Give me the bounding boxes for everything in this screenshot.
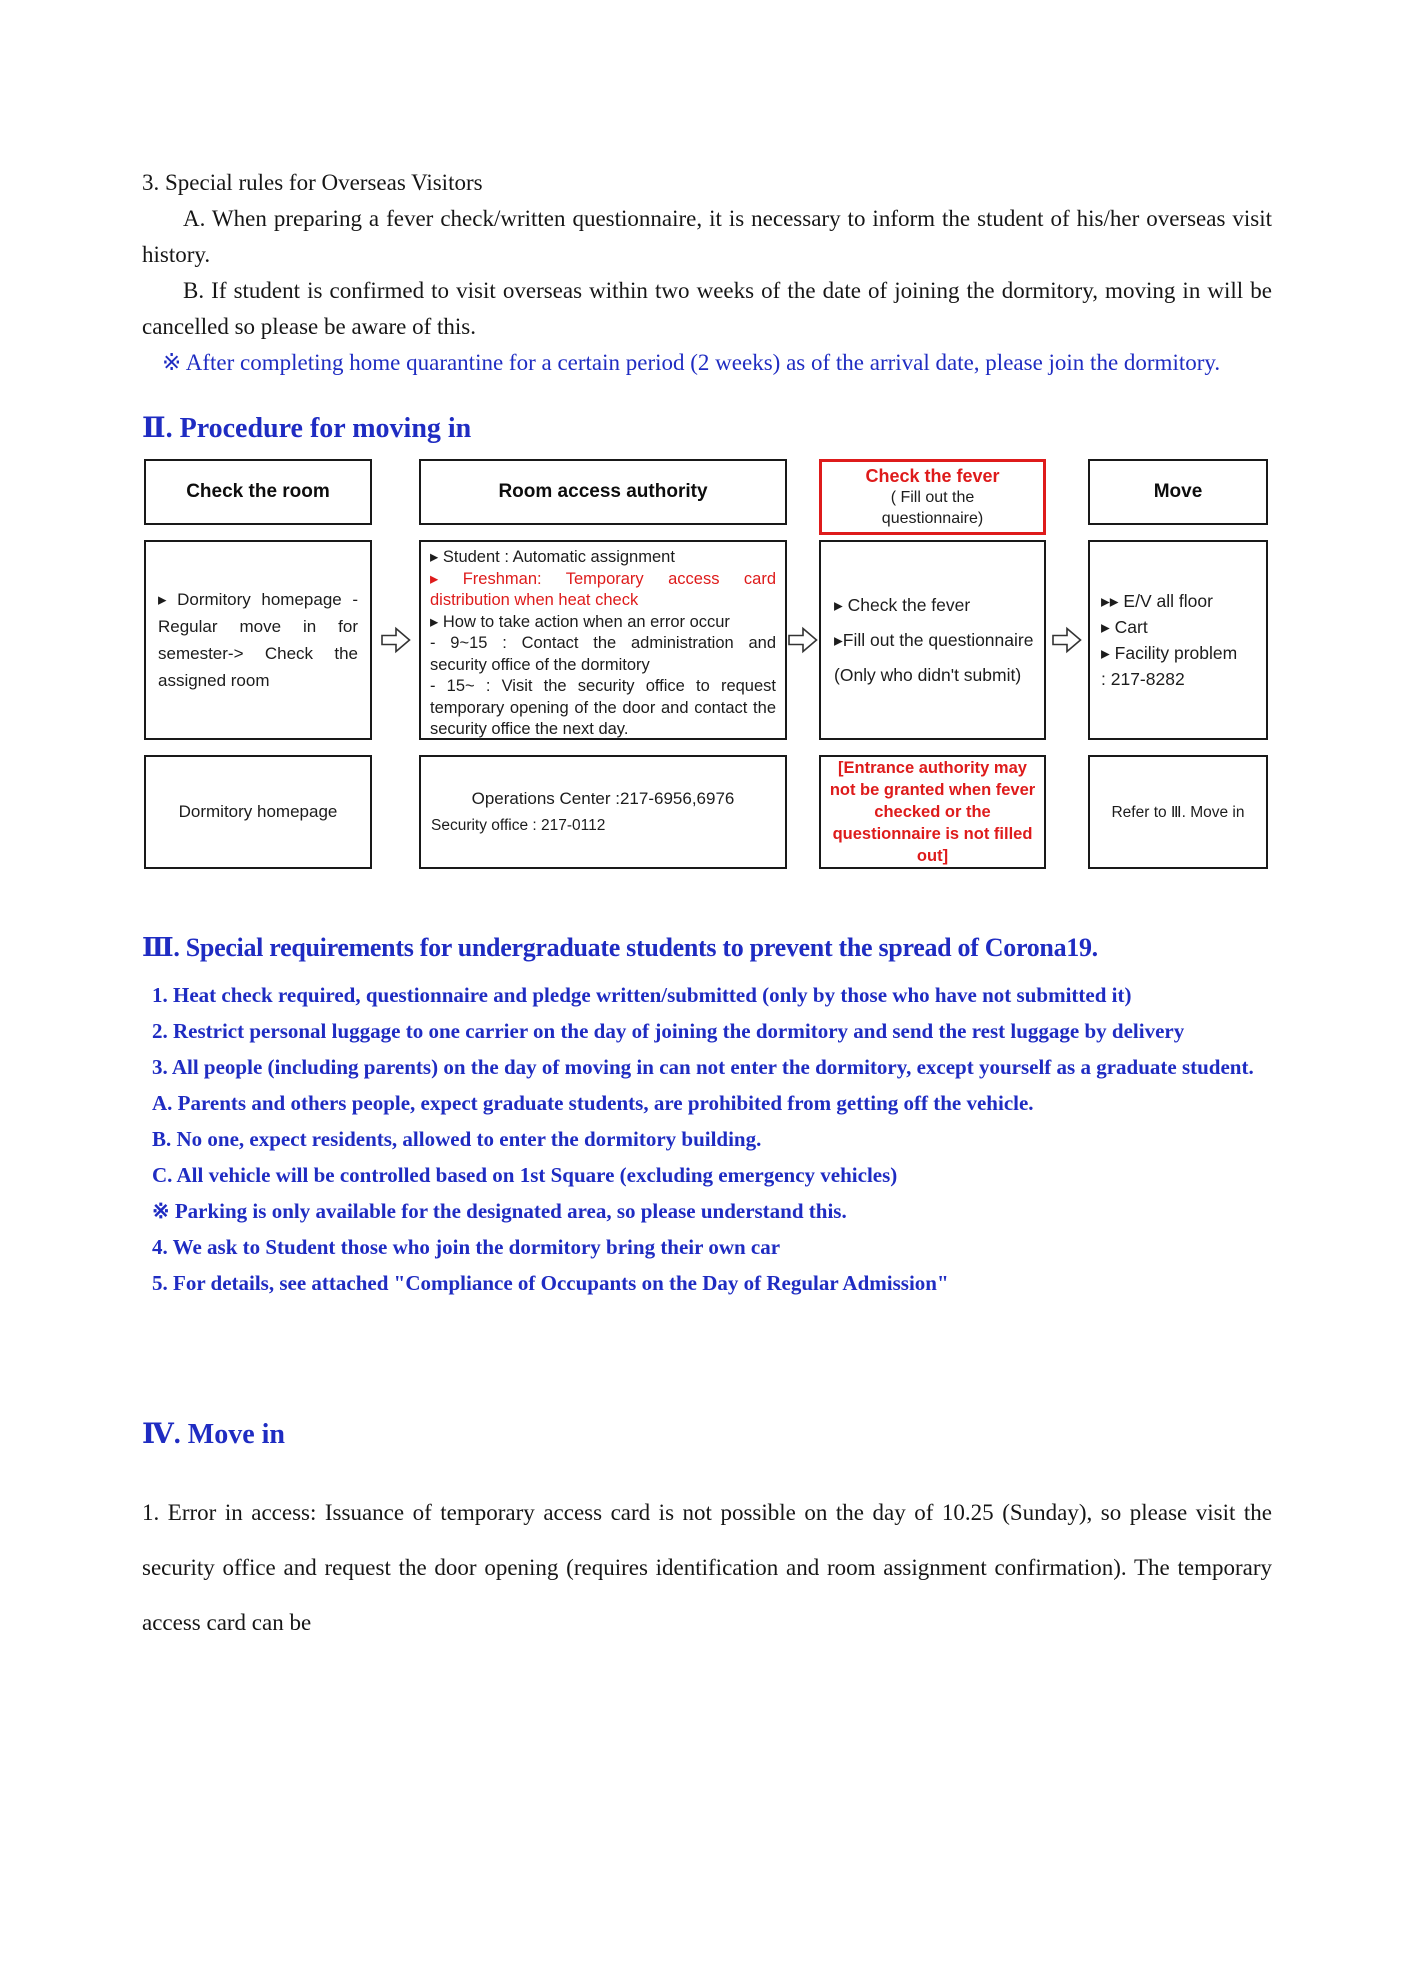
flow-header-room-access: Room access authority [419, 459, 787, 525]
flow-main-move [1088, 540, 1268, 740]
sec3-item-b: B. No one, expect residents, allowed to enter the dormitory building. [152, 1127, 762, 1151]
sec3-item-c: C. All vehicle will be controlled based on 1st Square (excluding emergency vehicles) [152, 1163, 898, 1187]
move-line-1: ▸▸ E/V all floor [1101, 591, 1213, 611]
flow-header-check-room: Check the room [144, 459, 372, 525]
section3-items [142, 977, 1272, 1301]
move-line-4: : 217-8282 [1101, 669, 1185, 689]
moving-in-flowchart [144, 459, 1272, 869]
room-access-line-5: - 15~ : Visit the security office to request temporary opening of the door and contact the security office the next day. [430, 677, 776, 738]
right-arrow-icon [381, 626, 411, 654]
security-office-phone: Security office : 217-0112 [431, 817, 606, 834]
sec3-item-4: 4. We ask to Student those who join the dormitory bring their own car [152, 1235, 781, 1259]
room-access-line-2: ▸ Freshman: Temporary access card distribution when heat check [430, 569, 776, 609]
check-fever-line-2: ▸Fill out the questionnaire [834, 629, 1034, 650]
room-access-line-1: ▸ Student : Automatic assignment [430, 548, 675, 566]
section-overseas [142, 165, 1272, 381]
section4-paragraph: 1. Error in access: Issuance of temporary access card is not possible on the day of 10.25 (Sunday), so please visit the security office and request the door opening (requires identification and room assignment confirmation). The temporary access card can be [142, 1500, 1272, 1635]
flow-header-move: Move [1088, 459, 1268, 525]
room-access-line-4: - 9~15 : Contact the administration and security office of the dormitory [430, 634, 776, 674]
overseas-note: ※ After completing home quarantine for a certain period (2 weeks) as of the arrival date, please join the dormitory. [162, 350, 1221, 375]
sec3-item-2: 2. Restrict personal luggage to one carrier on the day of joining the dormitory and send the rest luggage by delivery [152, 1019, 1185, 1043]
sec3-item-a: A. Parents and others people, expect graduate students, are prohibited from getting off the vehicle. [152, 1091, 1034, 1115]
right-arrow-icon [1052, 626, 1082, 654]
flow-main-check-room [144, 540, 372, 740]
move-line-3: ▸ Facility problem [1101, 643, 1238, 663]
overseas-heading: 3. Special rules for Overseas Visitors [142, 170, 483, 195]
section2-heading: Ⅱ. Procedure for moving in [142, 413, 472, 444]
flow-header-check-fever [819, 459, 1046, 535]
room-access-line-3: ▸ How to take action when an error occur [430, 612, 730, 631]
flow-arrow-3 [1046, 540, 1088, 740]
flow-header-check-fever-sub2: questionnaire) [881, 509, 984, 527]
overseas-para-a: A. When preparing a fever check/written questionnaire, it is necessary to inform the student of his/her overseas visit history. [142, 206, 1272, 267]
sec3-item-5: 5. For details, see attached "Compliance of Occupants on the Day of Regular Admission" [152, 1271, 949, 1295]
flow-arrow-2 [787, 540, 819, 740]
check-fever-line-3: (Only who didn't submit) [834, 664, 1022, 685]
section3-heading: Ⅲ. Special requirements for undergraduate students to prevent the spread of Corona19. [142, 933, 1098, 962]
operations-center-phone: Operations Center :217-6956,6976 [471, 789, 735, 808]
check-fever-line-1: ▸ Check the fever [834, 594, 971, 615]
section4-heading: Ⅳ. Move in [142, 1419, 285, 1450]
sec3-item-parking-note: ※ Parking is only available for the designated area, so please understand this. [152, 1199, 847, 1223]
flow-header-check-fever-title: Check the fever [865, 465, 1000, 486]
flow-main-room-access [419, 540, 787, 740]
flow-footer-entrance-warning: [Entrance authority may not be granted when fever checked or the questionnaire is not filled out] [819, 755, 1046, 869]
flow-header-check-fever-sub1: ( Fill out the [890, 488, 975, 506]
flow-footer-contacts [419, 755, 787, 869]
right-arrow-icon [788, 626, 818, 654]
sec3-item-1: 1. Heat check required, questionnaire and pledge written/submitted (only by those who have not submitted it) [152, 983, 1132, 1007]
flow-footer-refer-move-in: Refer to Ⅲ. Move in [1088, 755, 1268, 869]
flow-main-check-fever [819, 540, 1046, 740]
overseas-para-b: B. If student is confirmed to visit overseas within two weeks of the date of joining the dormitory, moving in will be cancelled so please be aware of this. [142, 278, 1272, 339]
sec3-item-3: 3. All people (including parents) on the day of moving in can not enter the dormitory, except yourself as a graduate student. [152, 1055, 1254, 1079]
flow-main-check-room-text: ▸ Dormitory homepage - Regular move in for semester-> Check the assigned room [158, 590, 358, 690]
flow-footer-dormitory-homepage: Dormitory homepage [144, 755, 372, 869]
flow-arrow-1 [372, 540, 419, 740]
move-line-2: ▸ Cart [1101, 617, 1148, 637]
